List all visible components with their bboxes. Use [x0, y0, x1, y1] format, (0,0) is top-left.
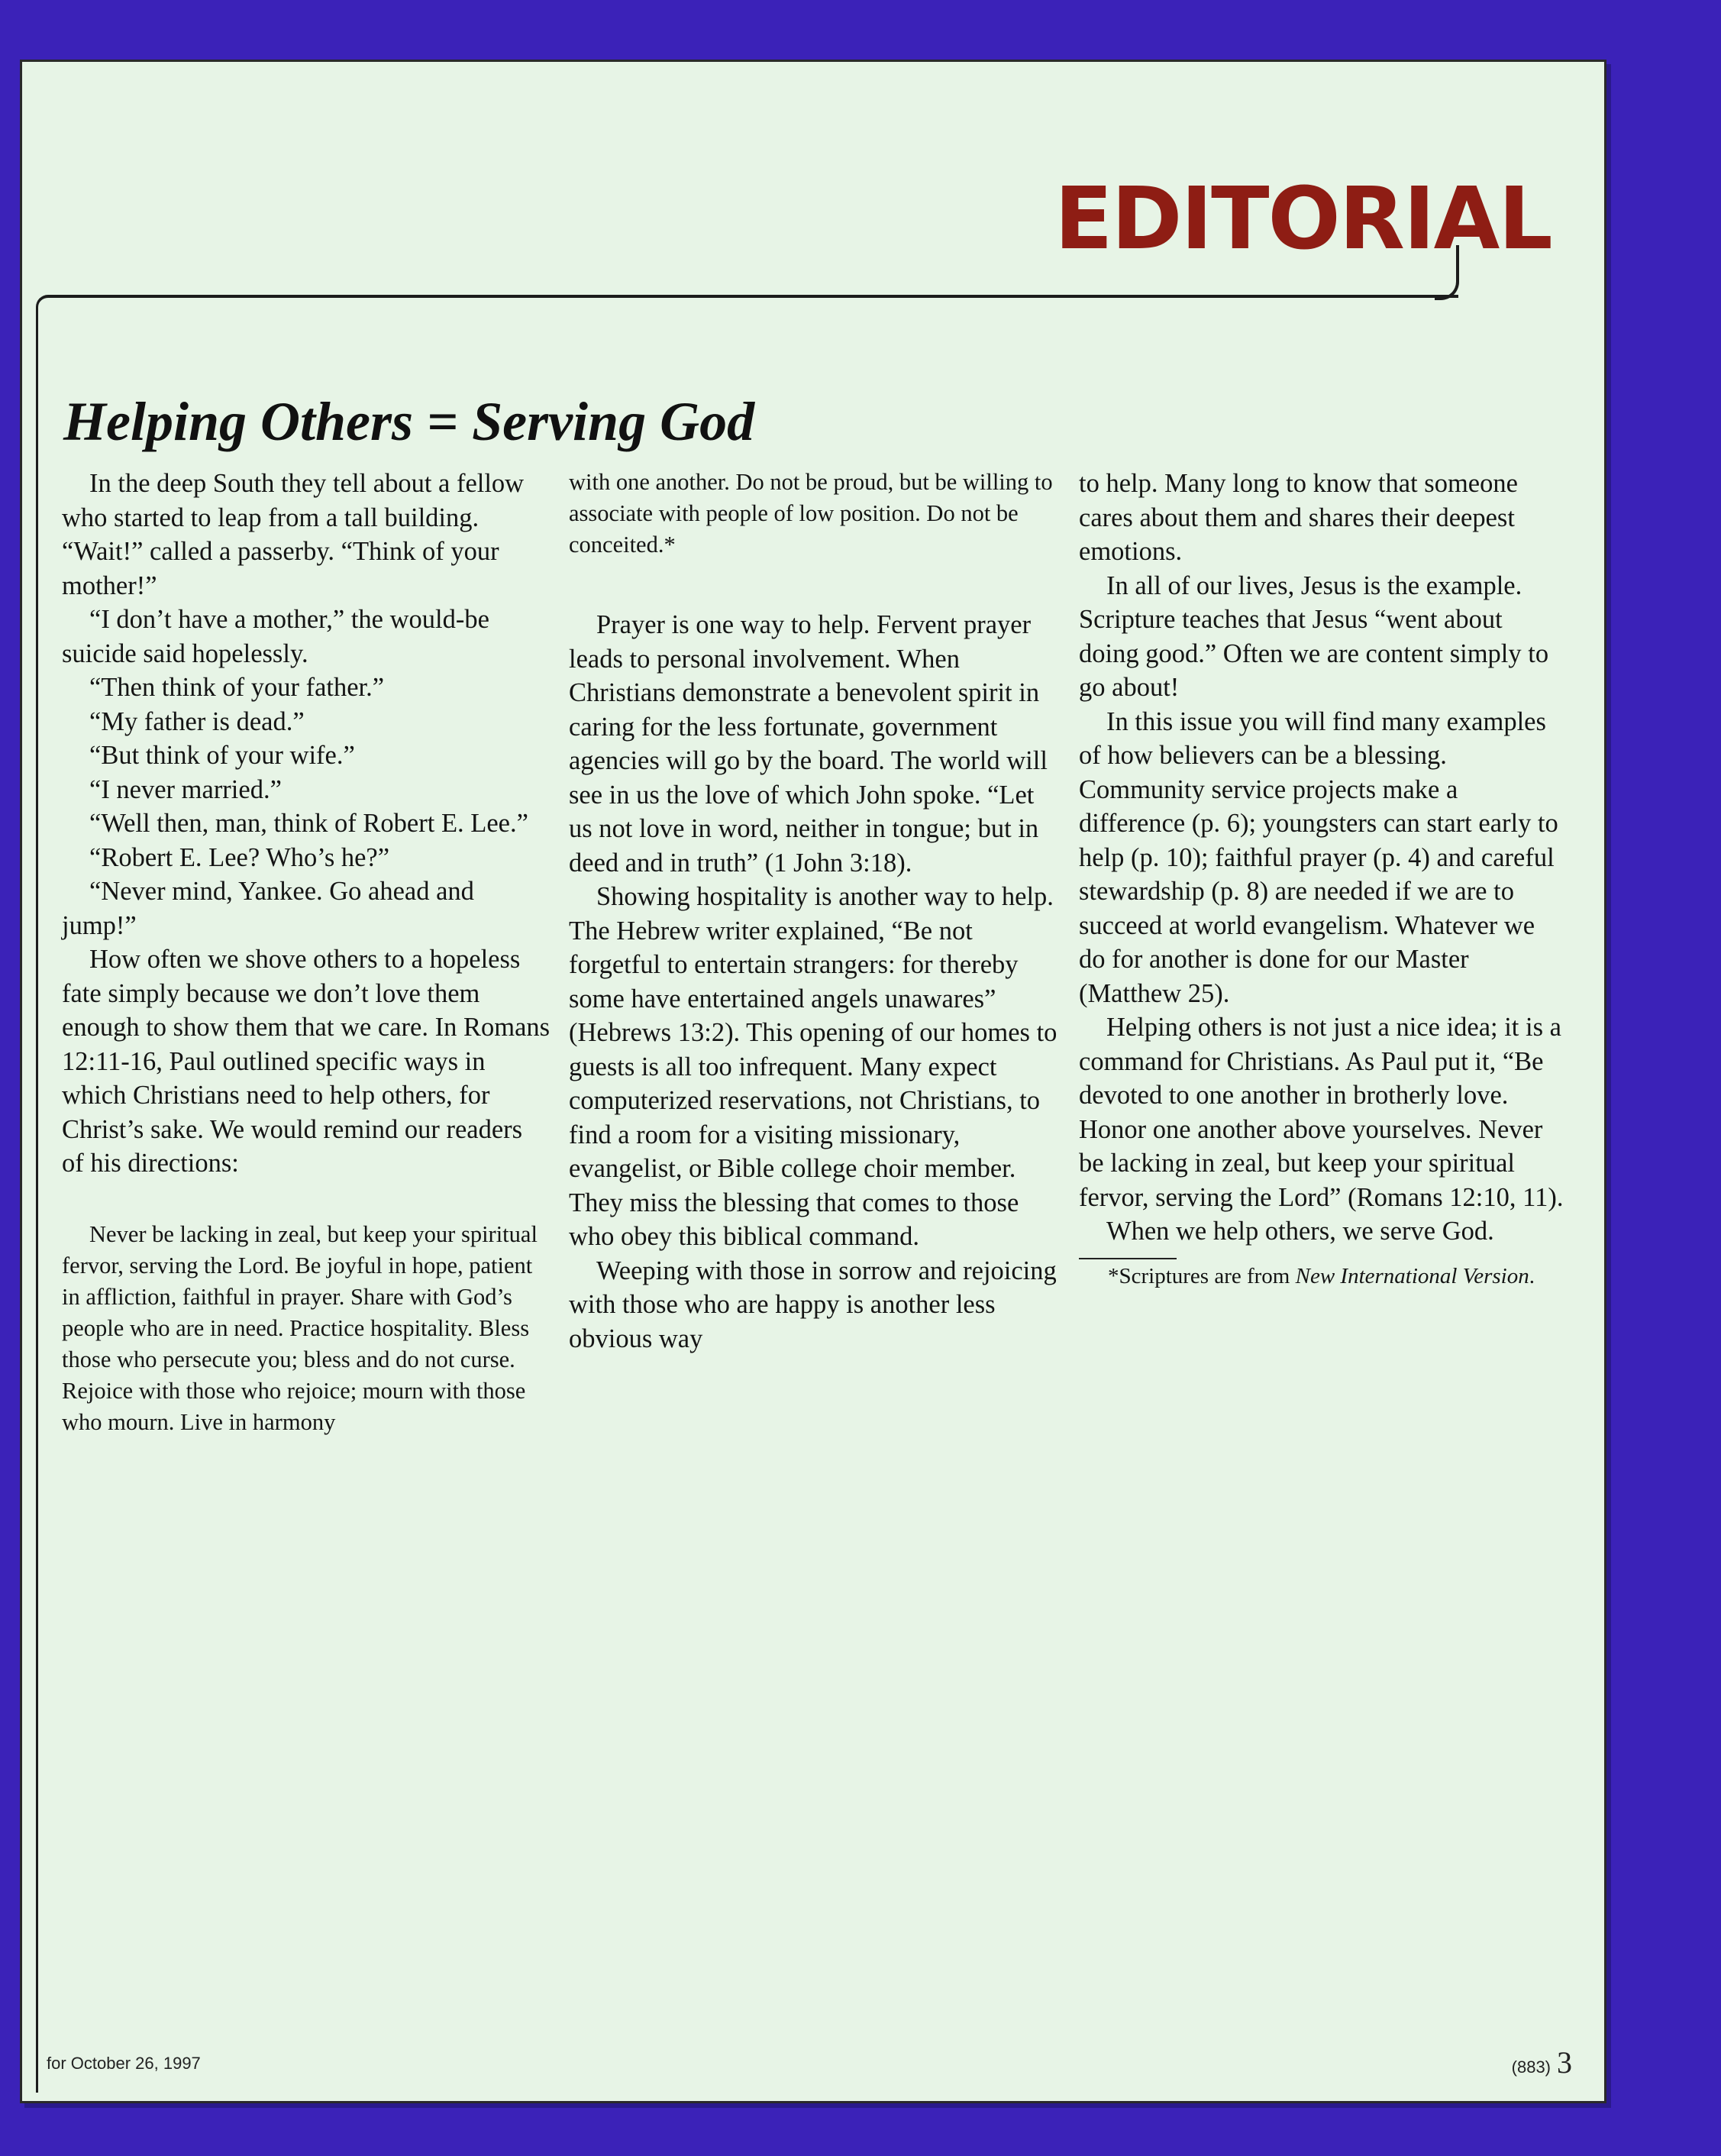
column-3 [1079, 467, 1568, 1290]
scripture-quote [62, 1219, 551, 1438]
paragraph: Helping others is not just a nice idea; it is a command for Christians. As Paul put it, “Be devoted to one another in brotherly love. Honor one another above yourselves. Never be lacking in zeal, but keep your spiritual fervor, serving the Lord” (Romans 12:10, 11). [1079, 1013, 1564, 1212]
paragraph: “My father is dead.” [89, 706, 305, 736]
column-2 [569, 467, 1057, 1356]
scripture-quote-continued [569, 467, 1057, 561]
footnote-text: *Scriptures are from [1108, 1263, 1296, 1288]
paragraph: Prayer is one way to help. Fervent prayer leads to personal involvement. When Christians demonstrate a benevolent spirit in caring for the less fortunate, government agencies will go by the board. The world will see in us the love of which John spoke. “Let us not love in word, neither in tongue; but in deed and in truth” (1 John 3:18). [569, 610, 1048, 878]
page-code: (883) [1511, 2057, 1551, 2077]
paragraph: Weeping with those in sorrow and rejoicing with those who are happy is another less obvious way [569, 1256, 1057, 1353]
paragraph: “But think of your wife.” [89, 741, 355, 770]
paragraph: to help. Many long to know that someone cares about them and shares their deepest emotions. [1079, 469, 1518, 566]
paragraph: “Never mind, Yankee. Go ahead and jump!” [62, 877, 474, 940]
paragraph: In all of our lives, Jesus is the example. Scripture teaches that Jesus “went about doing good.” Often we are content simply to go about! [1079, 571, 1549, 702]
paragraph: “Well then, man, think of Robert E. Lee.” [89, 809, 528, 838]
footnote-end: . [1529, 1263, 1535, 1288]
paragraph: “Then think of your father.” [89, 673, 385, 702]
paragraph: “I never married.” [89, 774, 282, 804]
paragraph: How often we shove others to a hopeless fate simply because we don’t love them enough to show them that we care. In Romans 12:11-16, Paul outlined specific ways in which Christians need to help others, for Christ’s sake. We would remind our readers of his directions: [62, 945, 551, 1178]
footnote [1079, 1262, 1568, 1290]
paragraph: “I don’t have a mother,” the would-be suicide said hopelessly. [62, 605, 489, 668]
column-1 [62, 467, 551, 1438]
quote-text: Never be lacking in zeal, but keep your spiritual fervor, serving the Lord. Be joyful in hope, patient in affliction, faithful in prayer. Share with God’s people who are in need. Practice hospitality. Bless those who persecute you; bless and do not curse. Rejoice with those who rejoice; mourn with those who mourn. Live in harmony [62, 1220, 538, 1435]
footnote-rule [1079, 1258, 1177, 1259]
section-logo: EDITORIAL [1054, 170, 1551, 269]
folio [1512, 2044, 1572, 2080]
paragraph: “Robert E. Lee? Who’s he?” [89, 842, 390, 872]
paragraph: In this issue you will find many examples of how believers can be a blessing. Community service projects make a difference (p. 6); youngsters can start early to help (p. 10); faithful prayer (p. 4) and careful stewardship (p. 8) are needed if we are to succeed at world evangelism. Whatever we do for another is done for our Master (Matthew 25). [1079, 706, 1558, 1008]
quote-text: with one another. Do not be proud, but be willing to associate with people of low position. Do not be conceited.* [569, 469, 1053, 558]
article-title: Helping Others = Serving God [63, 391, 755, 452]
magazine-page [20, 60, 1606, 2103]
footnote-source: New International Version [1295, 1263, 1529, 1288]
paragraph: When we help others, we serve God. [1106, 1217, 1494, 1246]
paragraph: Showing hospitality is another way to help. The Hebrew writer explained, “Be not forgetful to entertain strangers: for thereby some have entertained angels unawares” (Hebrews 13:2). This opening of our homes to guests is all too infrequent. Many expect computerized reservations, not Christians, to find a room for a visiting missionary, evangelist, or Bible college choir member. They miss the blessing that comes to those who obey this biblical command. [569, 882, 1057, 1251]
page-number: 3 [1557, 2045, 1572, 2080]
issue-date: for October 26, 1997 [47, 2054, 201, 2073]
paragraph: In the deep South they tell about a fellow who started to leap from a tall building. “Wait!” called a passerby. “Think of your mother!” [62, 469, 525, 600]
